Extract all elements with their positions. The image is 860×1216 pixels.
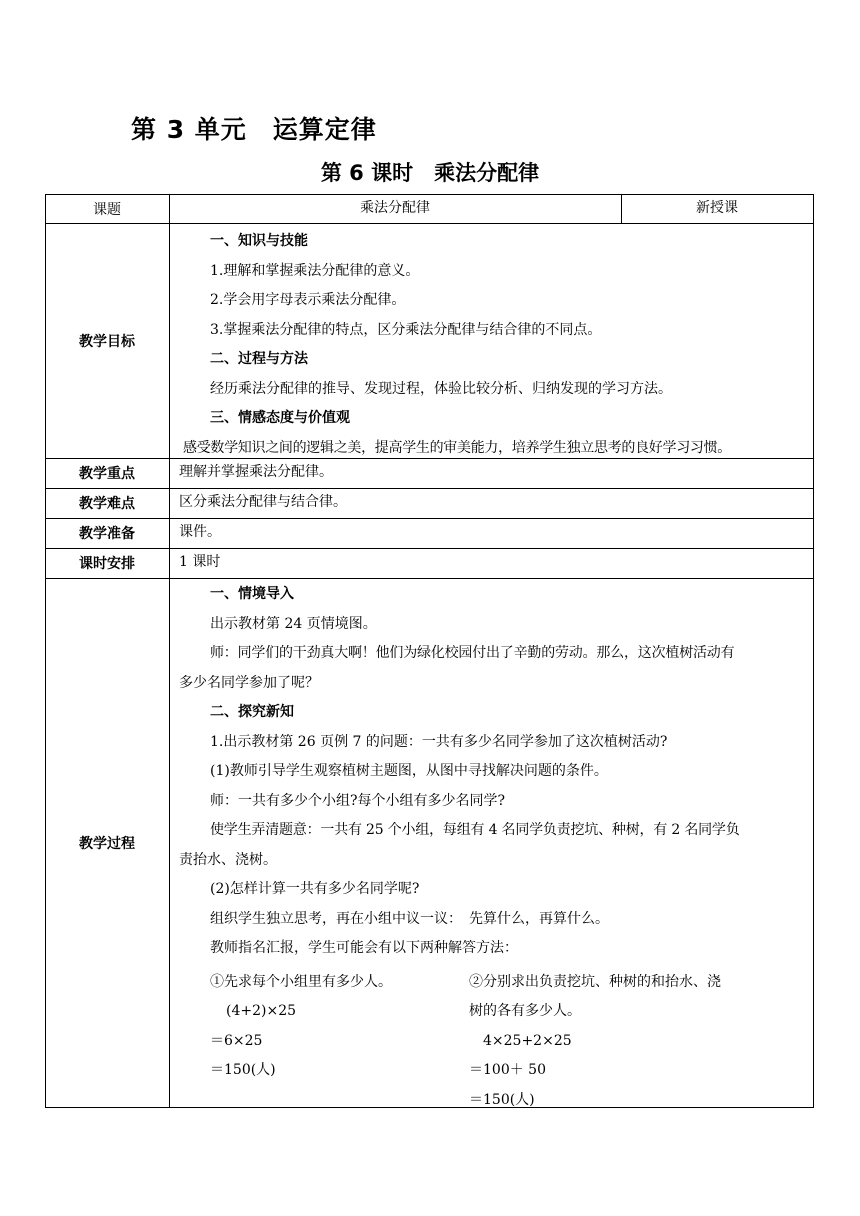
goal-1: 1.理解和掌握乘法分配律的意义。 [210,262,420,279]
process-content [169,580,813,1107]
goal-attitude: 感受数学知识之间的逻辑之美，提高学生的审美能力，培养学生独立思考的良好学习习惯。 [183,439,731,456]
process-line: 多少名同学参加了呢？ [179,674,319,691]
process-line: (2)怎样计算一共有多少名同学呢? [210,881,420,897]
process-line: 师：同学们的干劲真大啊！他们为绿化校园付出了辛勤的劳动。那么，这次植树活动有 [210,645,735,661]
method-2 [469,968,721,1116]
method-1-step: ＝6×25 [210,1032,263,1049]
method-1-step: (4+2)×25 [226,1003,297,1019]
method-1 [210,968,392,1086]
schedule-label: 课时安排 [79,556,135,572]
goals-label: 教学目标 [79,333,135,350]
method-1-step: ＝150(人) [210,1062,276,1078]
method-2-title: 树的各有多少人。 [469,1003,581,1019]
process-line: 师：一共有多少个小组?每个小组有多少名同学? [210,792,506,809]
process-line: 出示教材第 24 页情境图。 [210,615,377,632]
prep-label: 教学准备 [79,526,135,542]
lesson-plan-table [45,194,814,1108]
process-heading-1: 一、情境导入 [210,586,294,602]
lesson-title: 第 6 课时 乘法分配律 [320,161,540,185]
method-2-step: 4×25+2×25 [483,1032,572,1049]
goal-process: 经历乘法分配律的推导、发现过程，体验比较分析、归纳发现的学习方法。 [210,380,672,397]
method-2-step: ＝150(人) [469,1091,535,1108]
key-value: 理解并掌握乘法分配律。 [179,464,333,481]
method-1-title: ①先求每个小组里有多少人。 [210,973,392,990]
unit-title: 第 3 单元 运算定律 [131,115,377,144]
process-heading-2: 二、探究新知 [210,704,294,720]
process-line: (1)教师引导学生观察植树主题图，从图中寻找解决问题的条件。 [210,763,608,779]
solution-methods [169,968,813,1118]
goal-3: 3.掌握乘法分配律的特点，区分乘法分配律与结合律的不同点。 [210,321,602,338]
process-line: 组织学生独立思考，再在小组中议一议： 先算什么，再算什么。 [210,910,609,927]
process-line: 1.出示教材第 26 页例 7 的问题：一共有多少名同学参加了这次植树活动? [210,733,668,750]
schedule-value: 1 课时 [179,554,221,571]
key-label: 教学重点 [79,466,135,482]
topic-value: 乘法分配律 [360,199,430,216]
process-line: 责抬水、浇树。 [179,851,277,868]
goals-content [169,227,813,458]
goals-heading-3: 三、情感态度与价值观 [210,410,350,426]
process-line: 教师指名汇报，学生可能会有以下两种解答方法： [210,940,518,956]
method-2-step: ＝100＋ 50 [469,1062,546,1078]
method-2-title: ②分别求出负责挖坑、种树的和抬水、浇 [469,973,721,990]
difficulty-value: 区分乘法分配律与结合律。 [179,494,347,511]
topic-label: 课题 [93,201,121,218]
process-line: 使学生弄清题意：一共有 25 个小组，每组有 4 名同学负责挖坑、种树，有 2 名同学负 [210,822,740,838]
goal-2: 2.学会用字母表示乘法分配律。 [210,292,406,308]
goals-heading-2: 二、过程与方法 [210,351,308,367]
goals-heading-1: 一、知识与技能 [210,233,308,249]
lesson-type: 新授课 [696,199,738,216]
prep-value: 课件。 [179,524,221,541]
difficulty-label: 教学难点 [79,496,135,512]
process-label: 教学过程 [79,835,135,852]
